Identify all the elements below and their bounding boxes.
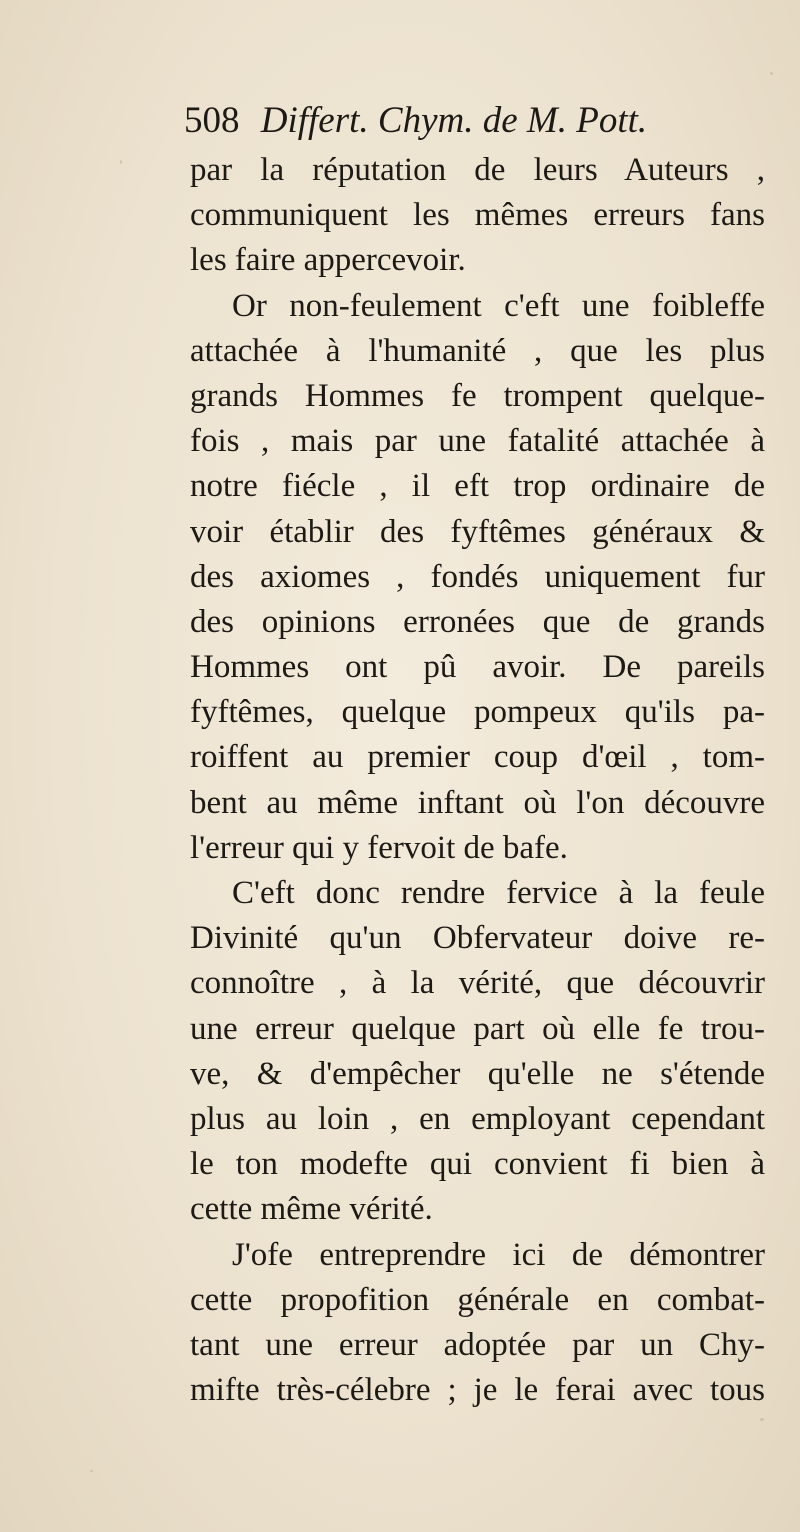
text-line: les faire appercevoir. [190, 242, 466, 279]
text-line: roiffent au premier coup d'œil , tom- [190, 739, 765, 776]
text-line: J'ofe entreprendre ici de démontrer [232, 1236, 765, 1273]
page-number: 508 [184, 100, 240, 141]
text-line: des opinions erronées que de grands [190, 603, 765, 640]
text-line: Or non-feulement c'eft une foibleffe [232, 287, 765, 324]
text-line: tant une erreur adoptée par un Chy- [190, 1326, 765, 1363]
text-line: ve, & d'empêcher qu'elle ne s'étende [190, 1055, 765, 1092]
paper-speck [770, 72, 773, 75]
text-line: bent au même inftant où l'on découvre [190, 784, 765, 821]
paper-speck [760, 1418, 764, 1421]
paper-speck [90, 1470, 93, 1472]
text-line: mifte très-célebre ; je le ferai avec tous [190, 1372, 765, 1409]
running-title: Differt. Chym. de M. Pott. [260, 100, 648, 141]
paper-speck [120, 160, 122, 164]
text-line: cette propofition générale en combat- [190, 1281, 765, 1318]
text-line: l'erreur qui y fervoit de bafe. [190, 829, 568, 866]
text-line: une erreur quelque part où elle fe trou- [190, 1010, 765, 1047]
text-line: le ton modefte qui convient fi bien à [190, 1146, 765, 1183]
text-line: voir établir des fyftêmes généraux & [190, 513, 765, 550]
text-line: communiquent les mêmes erreurs fans [190, 197, 765, 234]
text-line: par la réputation de leurs Auteurs , [190, 152, 765, 188]
text-line: grands Hommes fe trompent quelque- [190, 377, 765, 414]
text-line: C'eft donc rendre fervice à la feule [232, 875, 765, 911]
text-line: connoître , à la vérité, que découvrir [190, 965, 765, 1002]
text-line: cette même vérité. [190, 1191, 433, 1228]
text-line: Hommes ont pû avoir. De pareils [190, 649, 765, 686]
text-line: attachée à l'humanité , que les plus [190, 332, 765, 369]
text-line: fyftêmes, quelque pompeux qu'ils pa- [190, 694, 765, 731]
running-header [184, 94, 765, 148]
text-line: des axiomes , fondés uniquement fur [190, 558, 765, 595]
text-line: fois , mais par une fatalité attachée à [190, 423, 765, 460]
text-line: notre fiécle , il eft trop ordinaire de [190, 468, 765, 505]
text-line: plus au loin , en employant cependant [190, 1100, 765, 1137]
page-text [184, 94, 765, 1413]
text-line: Divinité qu'un Obfervateur doive re- [190, 920, 765, 957]
